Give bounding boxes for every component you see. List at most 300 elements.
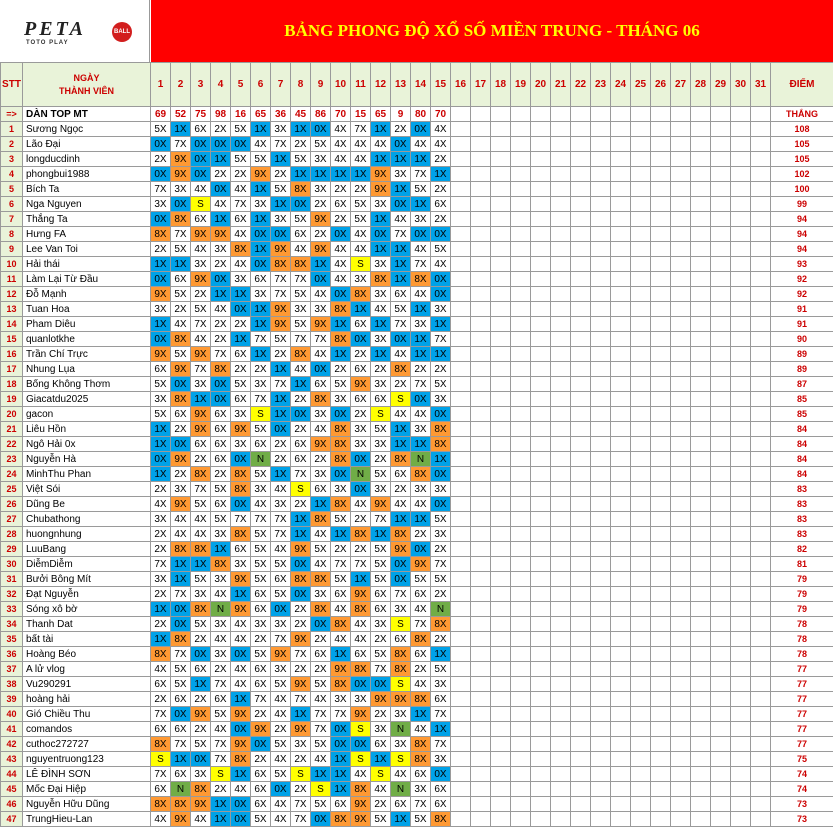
day-cell[interactable]: 1X [431,647,451,662]
day-cell[interactable]: 5X [251,422,271,437]
day-cell[interactable]: 2X [191,722,211,737]
day-cell[interactable] [691,407,711,422]
day-cell[interactable] [671,257,691,272]
day-cell[interactable] [471,587,491,602]
day-cell[interactable] [471,752,491,767]
day-cell[interactable] [671,572,691,587]
day-cell[interactable] [651,287,671,302]
day-cell[interactable]: 0X [331,467,351,482]
day-cell[interactable]: 4X [271,812,291,827]
day-cell[interactable]: 3X [271,617,291,632]
day-cell[interactable] [611,662,631,677]
day-cell[interactable] [591,377,611,392]
day-cell[interactable] [671,527,691,542]
day-cell[interactable] [671,287,691,302]
day-cell[interactable]: S [351,257,371,272]
day-cell[interactable]: 0X [331,227,351,242]
day-cell[interactable] [631,287,651,302]
day-cell[interactable] [591,437,611,452]
day-cell[interactable]: 2X [351,542,371,557]
day-cell[interactable] [531,617,551,632]
day-cell[interactable]: 6X [391,632,411,647]
day-cell[interactable] [451,602,471,617]
day-cell[interactable]: 7X [231,197,251,212]
day-cell[interactable] [551,467,571,482]
day-cell[interactable] [631,767,651,782]
day-cell[interactable] [471,347,491,362]
day-cell[interactable]: 2X [331,542,351,557]
day-cell[interactable]: 0X [211,392,231,407]
day-cell[interactable]: 2X [151,692,171,707]
day-cell[interactable]: 9X [271,242,291,257]
day-cell[interactable] [511,272,531,287]
day-cell[interactable] [631,617,651,632]
day-cell[interactable] [611,317,631,332]
day-cell[interactable] [671,212,691,227]
day-cell[interactable] [651,392,671,407]
day-cell[interactable] [651,302,671,317]
day-cell[interactable] [551,737,571,752]
day-cell[interactable]: 3X [351,692,371,707]
day-cell[interactable]: 2X [191,287,211,302]
day-cell[interactable]: 8X [411,632,431,647]
day-cell[interactable]: 1X [151,632,171,647]
member-row[interactable] [1,737,833,752]
day-cell[interactable] [651,602,671,617]
day-cell[interactable]: 4X [211,632,231,647]
day-cell[interactable]: 3X [311,467,331,482]
day-cell[interactable] [611,332,631,347]
day-cell[interactable]: 8X [331,812,351,827]
day-cell[interactable] [691,482,711,497]
day-cell[interactable]: 3X [411,212,431,227]
day-cell[interactable]: 6X [431,797,451,812]
day-cell[interactable] [491,617,511,632]
day-cell[interactable] [731,542,751,557]
day-cell[interactable]: 0X [311,122,331,137]
day-cell[interactable] [551,167,571,182]
day-cell[interactable]: 6X [211,422,231,437]
day-cell[interactable]: 3X [151,302,171,317]
day-cell[interactable] [511,452,531,467]
day-cell[interactable]: 6X [391,287,411,302]
day-cell[interactable]: 0X [191,752,211,767]
day-cell[interactable] [731,257,751,272]
day-cell[interactable] [691,242,711,257]
day-cell[interactable] [751,797,771,812]
day-cell[interactable] [631,302,651,317]
day-cell[interactable] [451,662,471,677]
day-cell[interactable] [611,767,631,782]
day-cell[interactable] [491,692,511,707]
day-cell[interactable] [651,692,671,707]
day-cell[interactable]: 4X [211,587,231,602]
day-cell[interactable]: 4X [271,542,291,557]
day-cell[interactable]: 2X [391,122,411,137]
day-cell[interactable]: 2X [211,167,231,182]
day-cell[interactable]: 0X [171,617,191,632]
day-cell[interactable] [471,542,491,557]
day-cell[interactable] [651,332,671,347]
day-cell[interactable]: 9X [351,812,371,827]
member-row[interactable] [1,542,833,557]
day-cell[interactable]: 1X [151,602,171,617]
day-cell[interactable]: 4X [231,257,251,272]
day-cell[interactable] [451,797,471,812]
day-cell[interactable] [471,632,491,647]
day-cell[interactable]: 4X [271,707,291,722]
day-cell[interactable]: 0X [171,707,191,722]
day-cell[interactable] [691,197,711,212]
day-cell[interactable] [651,227,671,242]
day-cell[interactable]: 8X [171,542,191,557]
day-cell[interactable] [631,512,651,527]
day-cell[interactable]: 9X [251,167,271,182]
day-cell[interactable]: 1X [411,197,431,212]
day-cell[interactable] [671,692,691,707]
day-cell[interactable] [671,512,691,527]
day-cell[interactable]: 9X [311,242,331,257]
day-cell[interactable] [611,452,631,467]
day-cell[interactable]: 0X [391,557,411,572]
day-cell[interactable]: 7X [351,122,371,137]
day-cell[interactable]: 5X [331,572,351,587]
day-cell[interactable] [711,482,731,497]
day-cell[interactable]: 2X [171,302,191,317]
day-cell[interactable]: 6X [231,212,251,227]
day-cell[interactable] [531,122,551,137]
member-row[interactable] [1,242,833,257]
day-cell[interactable] [511,812,531,827]
day-cell[interactable]: 0X [171,602,191,617]
day-cell[interactable]: 1X [351,572,371,587]
day-cell[interactable] [471,422,491,437]
day-cell[interactable]: N [391,722,411,737]
day-cell[interactable] [611,692,631,707]
day-cell[interactable] [691,767,711,782]
day-cell[interactable]: 2X [251,707,271,722]
day-cell[interactable] [471,407,491,422]
day-cell[interactable] [491,767,511,782]
day-cell[interactable] [731,647,751,662]
day-cell[interactable]: 5X [431,377,451,392]
day-cell[interactable] [591,452,611,467]
day-cell[interactable]: 6X [251,677,271,692]
day-cell[interactable]: 5X [371,542,391,557]
day-cell[interactable]: 9X [291,542,311,557]
day-cell[interactable]: 4X [351,617,371,632]
day-cell[interactable]: 5X [191,737,211,752]
day-cell[interactable]: 2X [211,782,231,797]
day-cell[interactable]: 9X [371,692,391,707]
member-row[interactable] [1,167,833,182]
day-cell[interactable] [631,662,651,677]
day-cell[interactable] [751,527,771,542]
member-row[interactable] [1,407,833,422]
day-cell[interactable]: 5X [351,212,371,227]
day-cell[interactable] [651,797,671,812]
day-cell[interactable]: 3X [331,482,351,497]
day-cell[interactable]: 0X [291,407,311,422]
day-cell[interactable] [651,752,671,767]
day-cell[interactable]: 8X [331,452,351,467]
day-cell[interactable]: 3X [411,422,431,437]
day-cell[interactable]: 3X [231,272,251,287]
day-cell[interactable]: 5X [251,647,271,662]
day-cell[interactable]: 6X [391,467,411,482]
day-cell[interactable] [571,722,591,737]
day-cell[interactable] [491,242,511,257]
day-cell[interactable]: 3X [431,527,451,542]
day-cell[interactable]: 3X [411,317,431,332]
day-cell[interactable]: 8X [391,452,411,467]
day-cell[interactable] [711,467,731,482]
day-cell[interactable]: 6X [331,797,351,812]
day-cell[interactable] [651,437,671,452]
day-cell[interactable] [571,647,591,662]
day-cell[interactable] [451,392,471,407]
day-cell[interactable]: 4X [171,527,191,542]
day-cell[interactable] [451,557,471,572]
day-cell[interactable] [451,452,471,467]
member-row[interactable] [1,422,833,437]
day-cell[interactable]: 4X [431,122,451,137]
day-cell[interactable]: 4X [191,512,211,527]
day-cell[interactable]: 0X [231,452,251,467]
day-cell[interactable]: 1X [211,797,231,812]
day-cell[interactable]: 4X [311,287,331,302]
day-cell[interactable] [631,737,651,752]
day-cell[interactable]: 2X [371,632,391,647]
day-cell[interactable]: 8X [211,362,231,377]
day-cell[interactable]: 9X [331,662,351,677]
day-cell[interactable]: 8X [331,302,351,317]
day-cell[interactable] [511,167,531,182]
day-cell[interactable] [531,557,551,572]
day-cell[interactable]: 1X [171,752,191,767]
day-cell[interactable]: 3X [371,377,391,392]
day-cell[interactable]: 2X [291,617,311,632]
day-cell[interactable] [451,647,471,662]
day-cell[interactable]: 9X [171,362,191,377]
day-cell[interactable]: 2X [211,317,231,332]
day-cell[interactable] [691,602,711,617]
day-cell[interactable]: 5X [411,182,431,197]
day-cell[interactable] [671,722,691,737]
day-cell[interactable] [511,122,531,137]
day-cell[interactable]: 1X [331,167,351,182]
day-cell[interactable]: 1X [291,377,311,392]
day-cell[interactable] [731,227,751,242]
day-cell[interactable] [611,257,631,272]
day-cell[interactable] [511,617,531,632]
day-cell[interactable] [571,422,591,437]
day-cell[interactable]: 1X [151,437,171,452]
day-cell[interactable]: 8X [151,647,171,662]
day-cell[interactable] [491,452,511,467]
day-cell[interactable] [571,467,591,482]
day-cell[interactable] [611,422,631,437]
day-cell[interactable]: 2X [271,452,291,467]
day-cell[interactable] [471,377,491,392]
day-cell[interactable]: 8X [151,227,171,242]
day-cell[interactable]: 7X [291,647,311,662]
day-cell[interactable] [471,467,491,482]
day-cell[interactable] [551,677,571,692]
day-cell[interactable] [551,617,571,632]
day-cell[interactable]: 8X [331,617,351,632]
day-cell[interactable] [531,317,551,332]
day-cell[interactable] [751,287,771,302]
member-row[interactable] [1,797,833,812]
day-cell[interactable]: 1X [211,812,231,827]
day-cell[interactable]: 9X [371,497,391,512]
day-cell[interactable] [491,632,511,647]
day-cell[interactable]: 1X [291,512,311,527]
day-cell[interactable]: 8X [231,527,251,542]
day-cell[interactable]: 1X [311,767,331,782]
day-cell[interactable] [631,482,651,497]
day-cell[interactable] [631,272,651,287]
day-cell[interactable] [751,332,771,347]
day-cell[interactable] [651,362,671,377]
day-cell[interactable]: 6X [231,347,251,362]
day-cell[interactable] [711,167,731,182]
day-cell[interactable]: 8X [291,257,311,272]
day-cell[interactable]: 8X [351,662,371,677]
day-cell[interactable] [471,557,491,572]
day-cell[interactable]: 1X [391,242,411,257]
day-cell[interactable] [451,752,471,767]
day-cell[interactable]: 8X [291,572,311,587]
day-cell[interactable] [471,392,491,407]
day-cell[interactable]: 9X [271,647,291,662]
day-cell[interactable]: 1X [291,167,311,182]
day-cell[interactable]: 0X [271,227,291,242]
day-cell[interactable]: 2X [271,437,291,452]
day-cell[interactable]: S [391,392,411,407]
member-row[interactable] [1,767,833,782]
day-cell[interactable]: 9X [291,722,311,737]
day-cell[interactable]: 6X [171,722,191,737]
day-cell[interactable] [511,737,531,752]
day-cell[interactable]: 9X [271,302,291,317]
day-cell[interactable] [551,227,571,242]
day-cell[interactable]: 5X [331,377,351,392]
day-cell[interactable]: 4X [151,497,171,512]
day-cell[interactable]: 2X [371,452,391,467]
day-cell[interactable]: 8X [411,737,431,752]
member-row[interactable] [1,722,833,737]
day-cell[interactable]: 0X [351,482,371,497]
day-cell[interactable]: 4X [411,602,431,617]
day-cell[interactable] [651,542,671,557]
day-cell[interactable]: 7X [251,392,271,407]
member-row[interactable] [1,602,833,617]
day-cell[interactable]: 3X [251,197,271,212]
day-cell[interactable] [611,212,631,227]
day-cell[interactable] [631,422,651,437]
day-cell[interactable]: 4X [291,362,311,377]
day-cell[interactable] [671,152,691,167]
day-cell[interactable]: 6X [211,437,231,452]
day-cell[interactable] [531,257,551,272]
day-cell[interactable]: 5X [211,482,231,497]
day-cell[interactable]: 9X [231,572,251,587]
day-cell[interactable]: 8X [351,287,371,302]
day-cell[interactable] [651,137,671,152]
day-cell[interactable]: 6X [251,602,271,617]
day-cell[interactable] [651,317,671,332]
member-row[interactable] [1,617,833,632]
day-cell[interactable] [591,362,611,377]
day-cell[interactable] [511,302,531,317]
day-cell[interactable]: 9X [291,677,311,692]
day-cell[interactable] [591,287,611,302]
day-cell[interactable]: 4X [411,497,431,512]
member-row[interactable] [1,122,833,137]
day-cell[interactable]: 8X [331,497,351,512]
day-cell[interactable]: 7X [291,797,311,812]
member-row[interactable] [1,287,833,302]
day-cell[interactable] [571,377,591,392]
day-cell[interactable] [751,782,771,797]
day-cell[interactable] [671,632,691,647]
day-cell[interactable] [631,452,651,467]
day-cell[interactable]: 0X [251,227,271,242]
day-cell[interactable] [451,512,471,527]
day-cell[interactable]: 1X [391,257,411,272]
day-cell[interactable] [691,287,711,302]
day-cell[interactable] [471,797,491,812]
day-cell[interactable]: 4X [351,632,371,647]
day-cell[interactable]: 9X [231,707,251,722]
day-cell[interactable] [571,572,591,587]
day-cell[interactable]: 1X [411,437,431,452]
day-cell[interactable] [451,347,471,362]
day-cell[interactable]: 2X [271,167,291,182]
day-cell[interactable] [671,647,691,662]
day-cell[interactable] [711,797,731,812]
day-cell[interactable] [631,437,651,452]
day-cell[interactable]: 2X [251,752,271,767]
day-cell[interactable]: 2X [211,467,231,482]
day-cell[interactable]: 9X [191,227,211,242]
day-cell[interactable]: 5X [271,587,291,602]
day-cell[interactable] [451,317,471,332]
day-cell[interactable]: 7X [271,527,291,542]
day-cell[interactable] [631,707,651,722]
day-cell[interactable] [531,287,551,302]
day-cell[interactable] [671,662,691,677]
member-row[interactable] [1,257,833,272]
day-cell[interactable]: 3X [331,692,351,707]
day-cell[interactable]: 7X [211,752,231,767]
day-cell[interactable] [691,707,711,722]
day-cell[interactable]: 4X [231,662,251,677]
day-cell[interactable] [551,767,571,782]
day-cell[interactable]: 5X [231,122,251,137]
day-cell[interactable]: 6X [171,272,191,287]
day-cell[interactable]: 4X [331,632,351,647]
day-cell[interactable] [611,677,631,692]
day-cell[interactable] [731,557,751,572]
day-cell[interactable]: 2X [151,482,171,497]
day-cell[interactable]: 0X [211,377,231,392]
day-cell[interactable]: 2X [151,152,171,167]
day-cell[interactable] [491,797,511,812]
day-cell[interactable] [751,272,771,287]
